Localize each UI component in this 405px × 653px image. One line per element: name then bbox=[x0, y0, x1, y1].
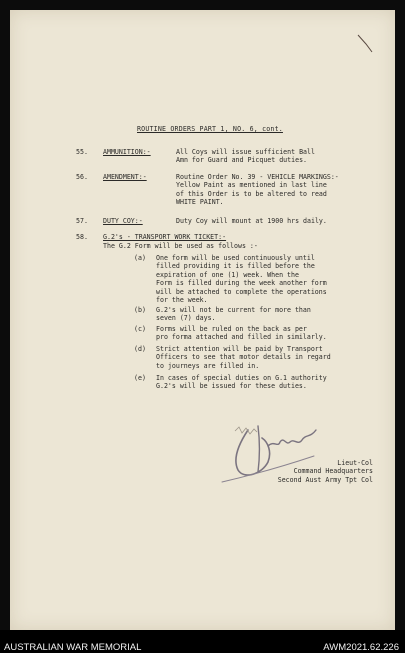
text-line: Yellow Paint as mentioned in last line bbox=[176, 181, 327, 190]
sub-label: (b) bbox=[134, 306, 146, 314]
footer-source: AUSTRALIAN WAR MEMORIAL bbox=[4, 642, 142, 653]
text-line: All Coys will issue sufficient Ball bbox=[176, 148, 315, 156]
text-line: Duty Coy will mount at 1900 hrs daily. bbox=[176, 217, 327, 225]
document-body bbox=[10, 10, 395, 630]
text-line: for the week. bbox=[156, 296, 208, 305]
sub-text bbox=[156, 345, 331, 370]
sub-text bbox=[156, 325, 327, 342]
item-heading: AMMUNITION:- bbox=[103, 148, 151, 156]
item-number: 56. bbox=[76, 173, 88, 181]
signature-line: Second Aust Army Tpt Col bbox=[277, 475, 373, 484]
item-number: 57. bbox=[76, 217, 88, 225]
text-line: expiration of one (1) week. When the bbox=[156, 270, 299, 279]
signature-rank: Lieut-Col bbox=[337, 459, 373, 467]
sub-label: (d) bbox=[134, 345, 146, 353]
text-line: Routine Order No. 39 - VEHICLE MARKINGS:- bbox=[176, 173, 339, 181]
footer-bar bbox=[0, 630, 405, 653]
item-intro: The G.2 Form will be used as follows :- bbox=[103, 242, 258, 250]
sub-label: (e) bbox=[134, 374, 146, 382]
document-page bbox=[10, 10, 395, 630]
text-line: to journeys are filled in. bbox=[156, 361, 260, 370]
sub-text bbox=[156, 254, 327, 304]
text-line: G.2's will be issued for these duties. bbox=[156, 382, 307, 391]
item-heading: AMENDMENT:- bbox=[103, 173, 147, 181]
text-line: Officers to see that motor details in regard bbox=[156, 353, 331, 362]
text-line: of this Order is to be altered to read bbox=[176, 189, 327, 198]
text-line: Strict attention will be paid by Transport bbox=[156, 345, 323, 353]
text-line: Amn for Guard and Picquet duties. bbox=[176, 156, 308, 165]
pencil-mark bbox=[356, 32, 376, 54]
signature-block bbox=[278, 459, 373, 484]
text-line: seven (7) days. bbox=[156, 314, 216, 323]
item-text bbox=[176, 217, 327, 225]
sub-label: (c) bbox=[134, 325, 146, 333]
text-line: Form is filled during the week another form bbox=[156, 279, 327, 288]
faint-stamp-mark bbox=[234, 424, 258, 438]
sub-text bbox=[156, 306, 311, 323]
text-line: In cases of special duties on G.1 authority bbox=[156, 374, 327, 382]
footer-accession-number: AWM2021.62.226 bbox=[323, 642, 399, 653]
text-line: pro forma attached and filled in similarly. bbox=[156, 333, 327, 342]
item-number: 58. bbox=[76, 233, 88, 241]
sub-label: (a) bbox=[134, 254, 146, 262]
item-number: 55. bbox=[76, 148, 88, 156]
document-title: ROUTINE ORDERS PART 1, NO. 6, cont. bbox=[137, 125, 283, 133]
text-line: filled providing it is filled before the bbox=[156, 262, 315, 271]
text-line: WHITE PAINT. bbox=[176, 198, 224, 207]
text-line: One form will be used continuously until bbox=[156, 254, 315, 262]
item-heading: G.2's - TRANSPORT WORK TICKET:- bbox=[103, 233, 227, 241]
sub-text bbox=[156, 374, 327, 391]
text-line: G.2's will not be current for more than bbox=[156, 306, 311, 314]
text-line: will be attached to complete the operations bbox=[156, 287, 327, 296]
item-heading: DUTY COY:- bbox=[103, 217, 143, 225]
item-text bbox=[176, 173, 339, 207]
item-text bbox=[176, 148, 315, 165]
text-line: Forms will be ruled on the back as per bbox=[156, 325, 307, 333]
signature-line: Command Headquarters bbox=[293, 467, 373, 476]
